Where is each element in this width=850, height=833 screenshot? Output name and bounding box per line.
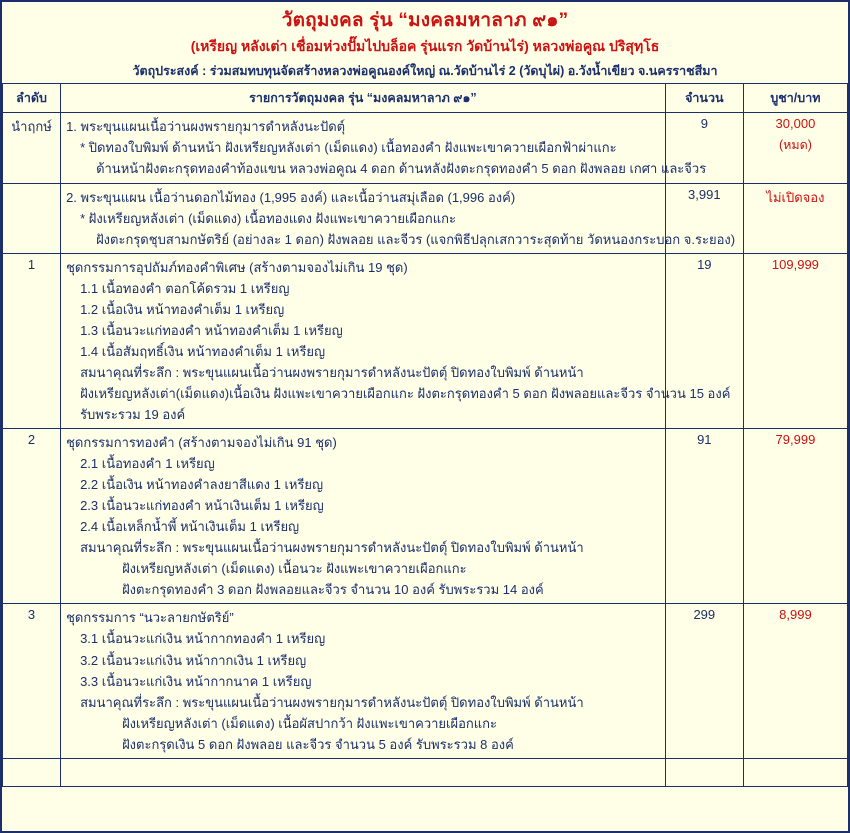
cell-qty: 3,991 — [665, 183, 743, 253]
cell-price — [743, 253, 847, 428]
cell-detail — [61, 604, 666, 758]
document-header — [2, 2, 848, 59]
detail-line: 1.2 เนื้อเงิน หน้าทองคำเต็ม 1 เหรียญ — [80, 301, 285, 317]
detail-line: ชุดกรรมการทองคำ (สร้างตามจองไม่เกิน 91 ชุด) — [66, 435, 337, 451]
cell-price — [743, 604, 847, 758]
cell-price — [743, 183, 847, 253]
items-table — [2, 83, 848, 786]
table-header — [3, 84, 848, 113]
detail-line: * ฝังเหรียญหลังเต่า (เม็ดแดง) เนื้อทองแดง ฝังแพะเขาควายเผือกแกะ — [80, 210, 457, 226]
price-note: (หมด) — [778, 138, 812, 153]
detail-line: 2. พระขุนแผน เนื้อว่านดอกไม้ทอง (1,995 องค์) และเนื้อว่านสมุ่เลือด (1,996 องค์) — [66, 189, 516, 205]
page-subtitle: (เหรียญ หลังเต่า เชื่อมห่วงปั๊มไปบล็อค รุ่นแรก วัดบ้านไร่) หลวงพ่อคูณ ปริสุทฺโธ — [190, 37, 660, 54]
price-value: 109,999 — [771, 256, 819, 272]
column-header-price: บูชา/บาท — [743, 84, 847, 113]
table-row — [3, 429, 848, 604]
cell-order — [3, 183, 61, 253]
price-value: 8,999 — [779, 607, 812, 623]
price-value: ไม่เปิดจอง — [766, 189, 825, 205]
detail-line: 2.4 เนื้อเหล็กน้ำพี้ หน้าเงินเต็ม 1 เหรียญ — [80, 519, 300, 535]
detail-line: สมนาคุณที่ระลึก : พระขุนแผนเนื้อว่านผงพรายกุมารดำหลังนะปัตตุ์ ปิดทองใบพิมพ์ ด้านหน้า — [80, 540, 584, 556]
cell-order: 3 — [3, 604, 61, 758]
cell-qty: 9 — [665, 113, 743, 183]
detail-line: 1.1 เนื้อทองคำ ตอกโค้ดรวม 1 เหรียญ — [80, 280, 290, 296]
price-value: 79,999 — [775, 432, 816, 448]
table-row — [3, 183, 848, 253]
cell-order — [3, 758, 61, 786]
detail-line: สมนาคุณที่ระลึก : พระขุนแผนเนื้อว่านผงพรายกุมารดำหลังนะปัตตุ์ ปิดทองใบพิมพ์ ด้านหน้า — [80, 364, 584, 380]
cell-qty: 19 — [665, 253, 743, 428]
page-title: วัตถุมงคล รุ่น “มงคลมหาลาภ ๙๑” — [281, 10, 569, 31]
detail-line: ฝังตะกรุดทองคำ 3 ดอก ฝังพลอยและจีวร จำนวน 10 องค์ รับพระรวม 14 องค์ — [122, 582, 544, 598]
detail-line: ชุดกรรมการอุปถัมภ์ทองคำพิเศษ (สร้างตามจองไม่เกิน 19 ชุด) — [66, 259, 408, 275]
table-row — [3, 113, 848, 183]
cell-qty: 299 — [665, 604, 743, 758]
cell-order: 2 — [3, 429, 61, 604]
table-row — [3, 604, 848, 758]
cell-detail — [61, 758, 666, 786]
detail-line: 1.3 เนื้อนวะแก่ทองคำ หน้าทองคำเต็ม 1 เหรียญ — [80, 322, 343, 338]
column-header-qty: จำนวน — [665, 84, 743, 113]
detail-line: ฝังเหรียญหลังเต่า(เม็ดแดง)เนื้อเงิน ฝังแพะเขาควายเผือกแกะ ฝังตะกรุดทองคำ 5 ดอก ฝังพลอยและจีวร จำนวน 15 องค์ — [80, 385, 731, 401]
detail-line: ฝังตะกรุดเงิน 5 ดอก ฝังพลอย และจีวร จำนวน 5 องค์ รับพระรวม 8 องค์ — [122, 736, 514, 752]
detail-line: 2.1 เนื้อทองคำ 1 เหรียญ — [80, 456, 215, 472]
detail-line: 3.2 เนื้อนวะแก่เงิน หน้ากากเงิน 1 เหรียญ — [80, 652, 307, 668]
detail-line: 3.1 เนื้อนวะแก่เงิน หน้ากากทองคำ 1 เหรียญ — [80, 631, 326, 647]
detail-line: 1. พระขุนแผนเนื้อว่านผงพรายกุมารดำหลังนะปัดตุ์ — [66, 119, 346, 135]
cell-price — [743, 429, 847, 604]
purpose-line: วัตถุประสงค์ : ร่วมสมทบทุนจัดสร้างหลวงพ่อคูณองค์ใหญ่ ณ.วัดบ้านไร่ 2 (วัดบุไผ่) อ.วังน้ำเขียว จ.นครราชสีมา — [132, 63, 718, 78]
cell-detail — [61, 253, 731, 428]
detail-line: ฝังเหรียญหลังเต่า (เม็ดแดง) เนื้อนวะ ฝังแพะเขาควายเผือกแกะ — [122, 561, 467, 577]
table-header-row — [3, 84, 848, 113]
detail-line: ฝังเหรียญหลังเต่า (เม็ดแดง) เนื้อผัสปากว้า ฝังแพะเขาควายเผือกแกะ — [122, 715, 498, 731]
detail-line: 2.3 เนื้อนวะแก่ทองคำ หน้าเงินเต็ม 1 เหรียญ — [80, 498, 324, 514]
cell-order: นำฤกษ์ — [3, 113, 61, 183]
detail-line: ด้านหน้าฝังตะกรุดทองคำท้องแขน หลวงพ่อคูณ 4 ดอก ด้านหลังฝังตะกรุดทองคำ 5 ดอก ฝังพลอย เกศา และจีวร — [96, 161, 707, 177]
column-header-detail: รายการวัตถุมงคล รุ่น “มงคลมหาลาภ ๙๑” — [61, 84, 666, 113]
detail-line: 3.3 เนื้อนวะแก่เงิน หน้ากากนาค 1 เหรียญ — [80, 673, 312, 689]
column-header-order: ลำดับ — [3, 84, 61, 113]
table-row — [3, 253, 848, 428]
table-body — [3, 113, 848, 786]
cell-qty: 91 — [665, 429, 743, 604]
detail-line: 1.4 เนื้อสัมฤทธิ์เงิน หน้าทองคำเต็ม 1 เหรียญ — [80, 343, 326, 359]
detail-line: รับพระรวม 19 องค์ — [80, 407, 186, 422]
price-value: 30,000 — [775, 116, 816, 132]
cell-detail — [61, 113, 707, 183]
detail-line: * ปิดทองใบพิมพ์ ด้านหน้า ฝังเหรียญหลังเต่า (เม็ดแดง) เนื้อทองคำ ฝังแพะเขาควายเผือกฟ้าผ่าแกะ — [80, 140, 617, 156]
cell-qty — [665, 758, 743, 786]
table-row — [3, 758, 848, 786]
detail-line: ฝังตะกรุดชุบสามกษัตริย์ (อย่างละ 1 ดอก) ฝังพลอย และจีวร (แจกพิธีปลุกเสกวาระสุดท้าย วัดหนองกระบอก จ.ระยอง) — [96, 231, 736, 247]
detail-line: สมนาคุณที่ระลึก : พระขุนแผนเนื้อว่านผงพรายกุมารดำหลังนะปัตตุ์ ปิดทองใบพิมพ์ ด้านหน้า — [80, 694, 584, 710]
detail-line: ชุดกรรมการ “นวะลายกษัตริย์” — [66, 610, 234, 626]
detail-line: 2.2 เนื้อเงิน หน้าทองคำลงยาสีแดง 1 เหรียญ — [80, 477, 324, 493]
cell-detail — [61, 429, 666, 604]
cell-price — [743, 113, 847, 183]
cell-order: 1 — [3, 253, 61, 428]
cell-price — [743, 758, 847, 786]
